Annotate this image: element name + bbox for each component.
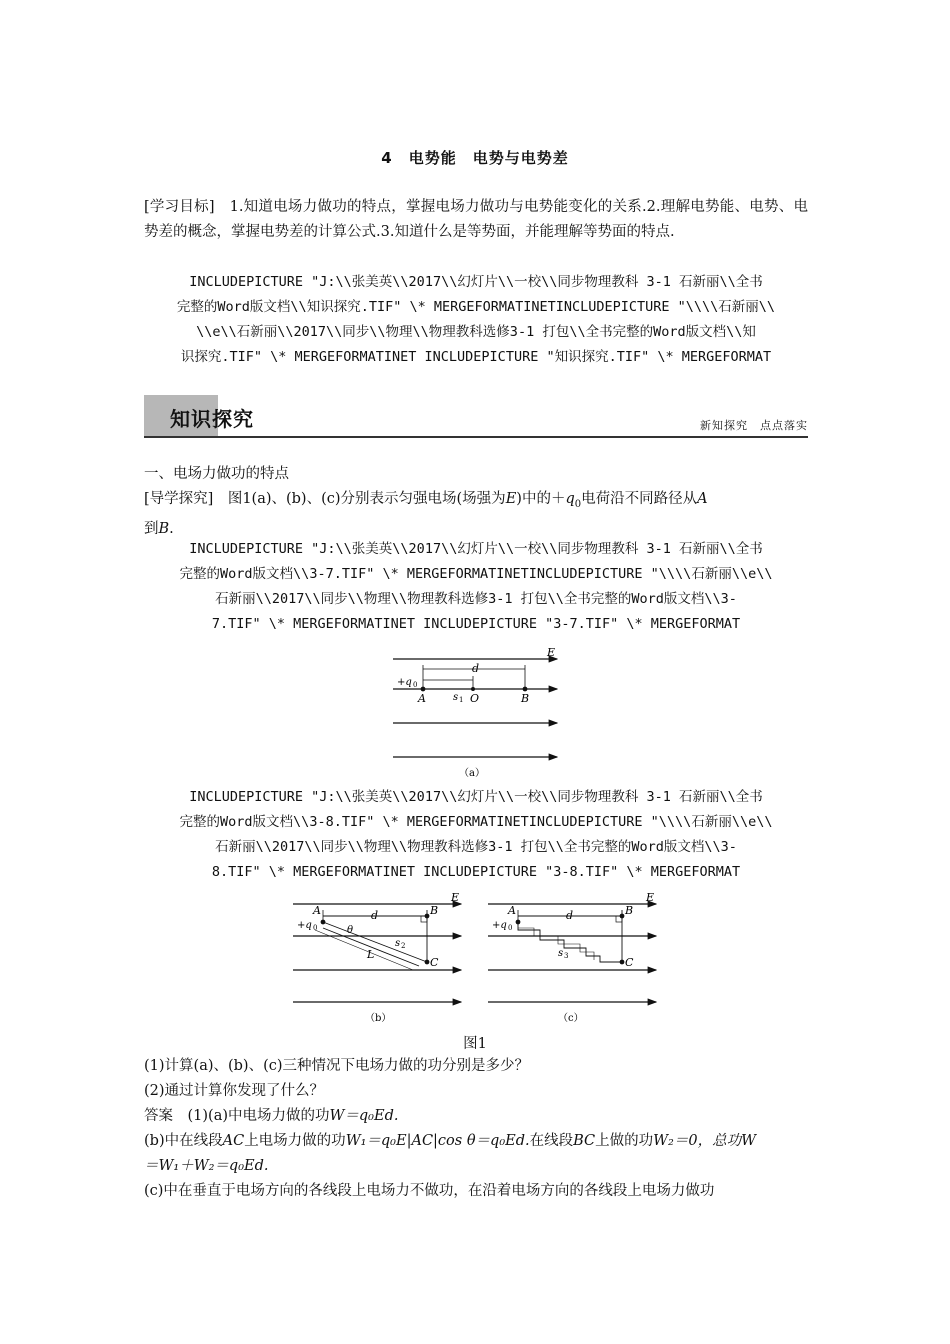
label-charge-sub: 0: [313, 924, 318, 932]
label-A: A: [313, 904, 321, 917]
label-s2-sub: 2: [401, 942, 406, 950]
field-code-line: 识探究.TIF" \* MERGEFORMATINET INCLUDEPICTURE "知识探究.TIF" \* MERGEFORMAT: [180, 349, 772, 365]
point-C: [425, 960, 430, 965]
caption-b: （b）: [365, 1013, 392, 1024]
answer: [144, 1104, 808, 1204]
questions: [144, 1054, 808, 1104]
label-O: O: [470, 692, 480, 705]
section-heading: 一、电场力做功的特点: [144, 466, 289, 482]
field-code-line: INCLUDEPICTURE "J:\\张美英\\2017\\幻灯片\\一校\\同步物理教科 3-1 石新丽\\全书: [189, 789, 763, 805]
label-d: d: [566, 909, 574, 922]
label-charge: +q: [397, 677, 412, 688]
point-O: [471, 687, 475, 691]
label-s1: s: [453, 692, 459, 703]
question-2: (2)通过计算你发现了什么？: [144, 1083, 325, 1099]
label-L: L: [367, 948, 375, 961]
label-A: A: [418, 692, 426, 705]
field-code-line: 石新丽\\2017\\同步\\物理\\物理教科选修3-1 打包\\全书完整的Word版文档\\3-: [215, 591, 737, 607]
point-A: [516, 920, 521, 925]
field-code-line: 完整的Word版文档\\知识探究.TIF" \* MERGEFORMATINETINCLUDEPICTURE "\\\\石新丽\\: [176, 299, 776, 315]
banner-rule: [144, 436, 808, 438]
label-s1-sub: 1: [459, 696, 464, 704]
field-code-line: 完整的Word版文档\\3-7.TIF" \* MERGEFORMATINETINCLUDEPICTURE "\\\\石新丽\\e\\: [179, 566, 773, 582]
label-C: C: [430, 956, 439, 969]
section-banner: [144, 395, 808, 439]
guided-inquiry: [导学探究] 图1(a)、(b)、(c)分别表示匀强电场(场强为E)中的$+q_0$电荷沿不同路径从A 到B.: [144, 491, 708, 537]
field-code-line: INCLUDEPICTURE "J:\\张美英\\2017\\幻灯片\\一校\\同步物理教科 3-1 石新丽\\全书: [189, 541, 763, 557]
question-1: (1)计算(a)、(b)、(c)三种情况下电场力做的功分别是多少？: [144, 1058, 530, 1074]
caption-a: （a）: [459, 768, 485, 779]
label-charge-sub: 0: [508, 924, 513, 932]
learning-objectives: [学习目标] 1.知道电场力做功的特点，掌握电场力做功与电势能变化的关系.2.理解电势能、电势、电势差的概念，掌握电势差的计算公式.3.知道什么是等势面，并能理解等势面的特点.: [144, 199, 808, 240]
label-E: E: [646, 891, 655, 904]
field-code-block-1: [144, 270, 808, 370]
figure-a: [385, 645, 565, 784]
field-code-line: \\e\\石新丽\\2017\\同步\\物理\\物理教科选修3-1 打包\\全书完整的Word版文档\\知: [196, 324, 756, 340]
label-s2: s: [395, 938, 401, 949]
answer-b-line2: ＝W₁＋W₂＝q₀Ed.: [144, 1158, 269, 1174]
banner-label: 知识探究: [170, 407, 254, 431]
label-E: E: [547, 646, 556, 659]
point-B: [425, 914, 430, 919]
field-code-line: 石新丽\\2017\\同步\\物理\\物理教科选修3-1 打包\\全书完整的Word版文档\\3-: [215, 839, 737, 855]
stepped-path-parallel: [518, 928, 594, 960]
label-C: C: [625, 956, 634, 969]
label-charge: +q: [297, 920, 312, 931]
page-title: 4 电势能 电势与电势差: [381, 149, 569, 167]
figure-c: [482, 890, 662, 1029]
caption-c: （c）: [558, 1013, 584, 1024]
point-A: [321, 920, 326, 925]
figure-b-svg: [287, 890, 467, 1025]
field-code-line: 7.TIF" \* MERGEFORMATINET INCLUDEPICTURE "3-7.TIF" \* MERGEFORMAT: [211, 616, 741, 632]
figure-c-svg: [482, 890, 662, 1025]
field-code-line: INCLUDEPICTURE "J:\\张美英\\2017\\幻灯片\\一校\\同步物理教科 3-1 石新丽\\全书: [189, 274, 763, 290]
label-d: d: [371, 909, 379, 922]
answer-c: (c)中在垂直于电场方向的各线段上电场力不做功，在沿着电场方向的各线段上电场力做功: [144, 1183, 715, 1199]
label-s3-sub: 3: [564, 952, 569, 960]
answer-b-line1: (b)中在线段AC上电场力做的功W₁＝q₀E|AC|cos θ＝q₀Ed.在线段BC上做的功W₂＝0，总功W: [144, 1133, 757, 1149]
figure-a-svg: [385, 645, 565, 780]
figure-b: [287, 890, 467, 1029]
label-A: A: [508, 904, 516, 917]
label-charge-sub: 0: [413, 681, 418, 689]
field-code-line: 完整的Word版文档\\3-8.TIF" \* MERGEFORMATINETINCLUDEPICTURE "\\\\石新丽\\e\\: [179, 814, 773, 830]
label-B: B: [625, 904, 634, 917]
field-code-line: 8.TIF" \* MERGEFORMATINET INCLUDEPICTURE "3-8.TIF" \* MERGEFORMAT: [211, 864, 741, 880]
field-code-block-2: [144, 537, 808, 637]
answer-a: 答案 (1)(a)中电场力做的功W＝q₀Ed.: [144, 1108, 399, 1124]
field-code-block-3: [144, 785, 808, 885]
AC-path: [323, 922, 427, 962]
label-charge: +q: [492, 920, 507, 931]
label-d: d: [472, 662, 480, 675]
label-theta: θ: [347, 925, 354, 936]
label-E: E: [451, 891, 460, 904]
point-A: [421, 687, 426, 692]
figure-caption: 图1: [463, 1036, 487, 1052]
label-B: B: [430, 904, 439, 917]
label-s3: s: [558, 948, 564, 959]
banner-tag: 新知探究 点点落实: [700, 419, 808, 432]
point-C: [620, 960, 625, 965]
label-B: B: [521, 692, 530, 705]
point-B: [523, 687, 528, 692]
point-B: [620, 914, 625, 919]
